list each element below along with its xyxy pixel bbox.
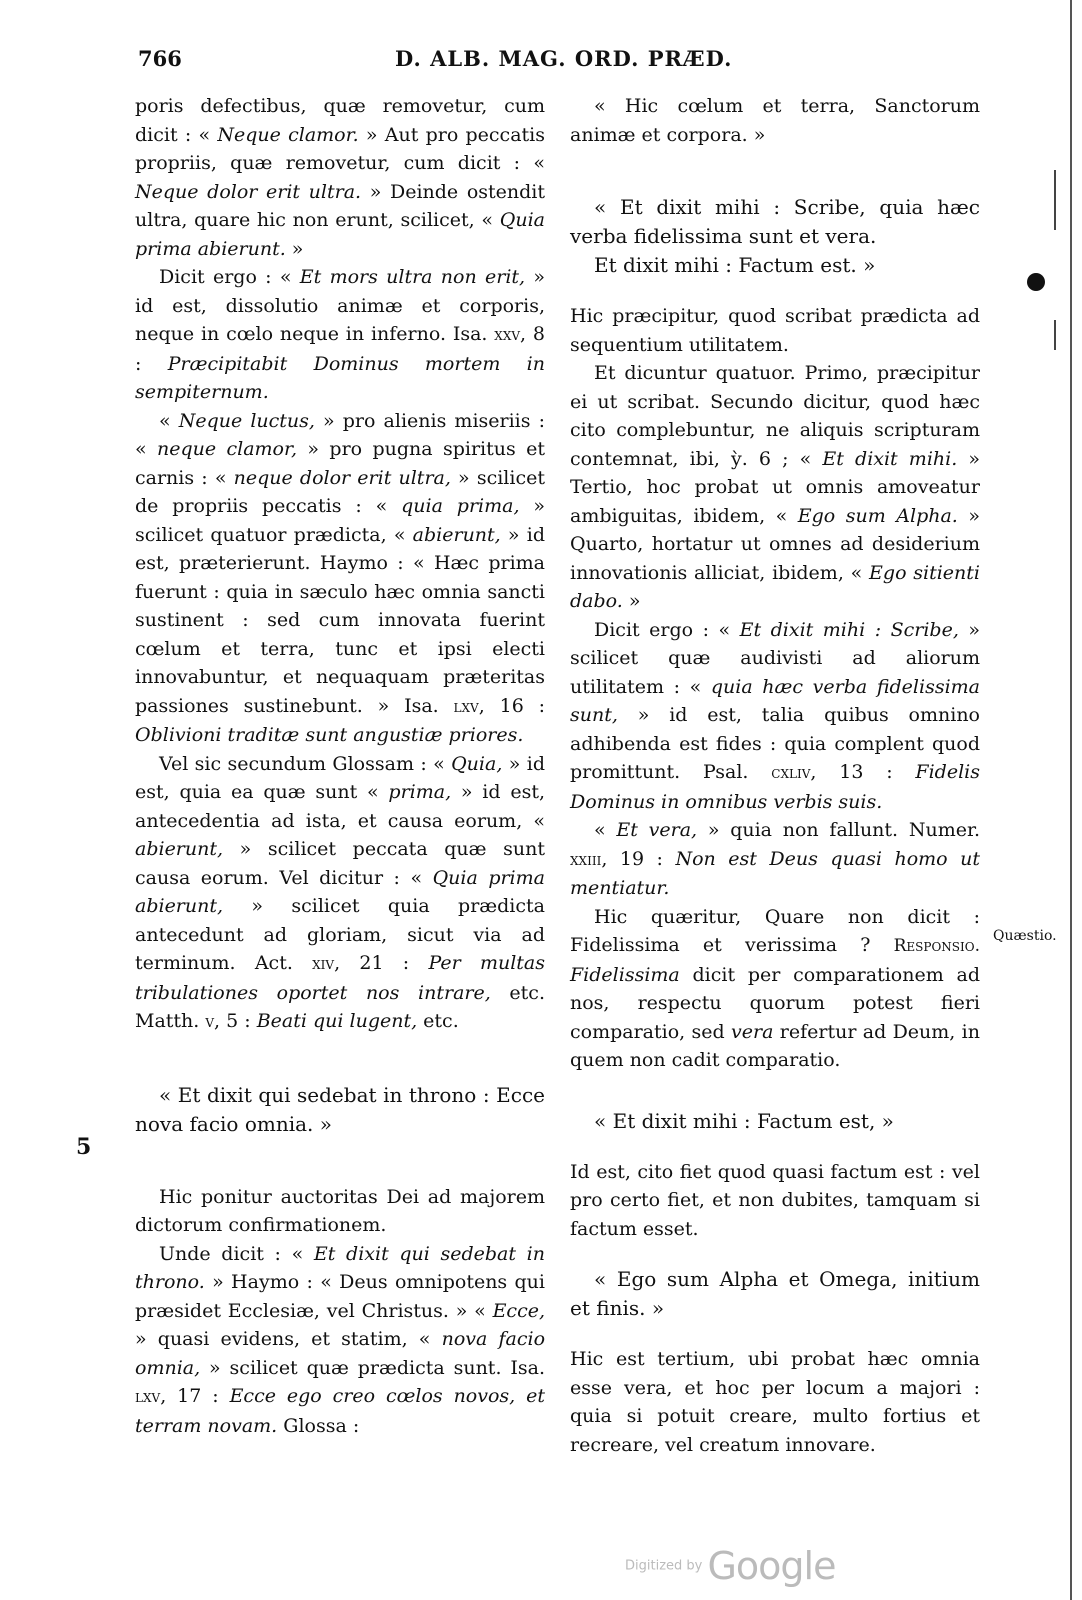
text-run: , 17 : [160,1385,230,1407]
text-run: « Hic cœlum et terra, Sanctorum animæ et corpora. » [570,95,980,146]
italic-run: neque clamor, [157,438,298,460]
page-number: 766 [138,46,182,71]
text-run: « [159,409,179,432]
lemma: « Ego sum Alpha et Omega, initium et finis. » [570,1267,980,1320]
text-run: » scilicet de propriis peccatis : « [135,466,545,517]
lemma: « Et dixit qui sedebat in throno : Ecce nova facio omnia. » [135,1082,545,1136]
text-run: Dicit ergo : « [594,618,740,641]
italic-run: Per multas tribulationes oportet nos intrare, [135,952,546,1004]
text-run: » id est, antecedentia ad ista, et causa eorum, « [135,781,545,832]
text-run: xxv [494,325,521,345]
italic-run: Ecce ego creo cœlos novos, et terram novam. [135,1385,545,1437]
text-run: Glossa : [277,1414,360,1437]
paragraph [570,92,980,149]
paragraph [135,407,545,750]
paragraph [570,616,980,817]
text-run: refertur ad Deum, in quem non cadit comparatio. [570,1020,980,1071]
ink-dot [1027,273,1045,291]
text-run: etc. Matth. [135,981,545,1032]
paragraph [570,359,980,616]
paragraph [570,816,980,903]
digitized-by-text: Digitized by [625,1558,703,1574]
text-run: , 21 : [334,952,429,974]
text-run: » id est, præterierunt. Haymo : « Hæc prima fuerunt : quia in sæculo hæc omnia sancti sustinent : sed cum innovata fuerint cœlum et terra, tunc et ipsi electi innovabuntur, et nequaquam præteritas passiones sustinebunt. » Isa. [135,523,545,717]
text-run: cxliv [771,763,811,783]
spacer [570,1136,980,1158]
text-run: Responsio. [893,936,980,956]
italic-run: Oblivioni traditæ sunt angustiæ priores. [135,724,524,746]
text-run: » scilicet quia prædicta antecedunt ad gloriam, sicut via ad terminum. Act. [135,895,545,974]
text-run: Et dicuntur quatuor. Primo, præcipitur ei ut scribat. Secundo dicitur, quod hæc cito complebuntur, ne aliquis scripturam contemnat, ibi, ỳ. 6 ; « [570,362,980,470]
text-run: lxv [453,696,479,717]
spacer [570,1323,980,1345]
lemma: « Et dixit mihi : Scribe, quia hæc verba fidelissima sunt et vera. [570,195,980,248]
text-run: » quasi evidens, et statim, « [135,1328,442,1350]
margin-verse-number: 5 [76,1134,92,1160]
paragraph [135,92,545,263]
text-run: Hic præcipitur, quod scribat prædicta ad sequentium utilitatem. [570,305,980,356]
italic-run: Quia, [451,752,503,775]
google-logo: Google [707,1544,836,1588]
spacer [570,280,980,302]
italic-run: Fidelissima [570,963,680,986]
text-run: » id est, talia quibus omnino adhibenda est fides : quia complent quod promittunt. Psal. [570,704,980,783]
text-run: » scilicet peccata quæ sunt causa eorum. Vel dicitur : « [135,838,545,889]
text-run: v [205,1012,215,1032]
spacer [135,1037,545,1081]
text-run: Dicit ergo : « [159,266,300,288]
text-run: » Tertio, hoc probat ut omnis amoveatur ambiguitas, ibidem, « [570,447,981,527]
paragraph [570,1345,980,1459]
text-run: Hic ponitur auctoritas Dei ad majorem dictorum confirmationem. [135,1185,545,1236]
spacer [570,1243,980,1265]
italic-run: Fidelis Dominus in omnibus verbis suis. [570,761,980,813]
text-run: Hic est tertium, ubi probat hæc omnia esse vera, et hoc per locum a majori : quia si potuit creare, multo fortius et recreare, vel creatum innovare. [570,1348,980,1456]
italic-run: Et vera, [616,819,698,841]
italic-run: quia hæc verba fidelissima sunt, [570,675,980,726]
page-edge-line [1070,0,1072,1600]
italic-run: Non est Deus quasi homo ut mentiatur. [570,847,980,899]
left-column [135,92,545,1440]
text-run: dicit per comparationem ad nos, respectu quorum potest fieri comparatio, sed [570,963,980,1043]
text-run: » id est, quia ea quæ sunt « [135,752,545,803]
paragraph [570,1158,980,1244]
italic-run: Ego sum Alpha. [797,504,958,527]
lemma: « Et dixit mihi : Factum est, » [594,1108,894,1133]
text-run: , 16 : [478,694,546,717]
text-run: » quia non fallunt. Numer. [697,819,980,841]
italic-run: Beati qui lugent, [256,1010,418,1032]
spacer [570,149,980,193]
italic-run: nova facio omnia, [135,1328,546,1379]
text-run: » Quarto, hortatur ut omnes ad desiderium innovationis alliciat, ibidem, « [570,504,980,584]
italic-run: Quia prima abierunt, [135,866,545,917]
italic-run: Neque dolor erit ultra. [135,180,362,203]
text-run: Unde dicit : « [159,1242,314,1265]
text-run: » Aut pro peccatis propriis, quæ removetur, cum dicit : « [135,123,545,174]
text-run: , 5 : [214,1010,257,1032]
text-run: » Deinde ostendit ultra, quare hic non erunt, scilicet, « [135,180,545,231]
text-run: etc. [417,1010,459,1032]
paragraph [135,263,545,407]
text-run: » scilicet quæ audivisti ad aliorum utilitatem : « [570,618,980,698]
text-run: » [285,237,304,260]
italic-run: abierunt, [412,523,501,546]
text-run: xiv [312,954,335,974]
text-run: » [622,590,641,612]
text-run: Id est, cito fiet quod quasi factum est : vel pro certo fiet, et non dubites, tamquam si factum esset. [570,1160,980,1240]
text-run: » pro pugna spiritus et carnis : « [135,438,545,489]
right-column [570,92,980,1459]
italic-run: vera [731,1020,774,1043]
text-run: , 19 : [601,847,676,870]
edge-mark [1054,320,1056,350]
italic-run: Et dixit mihi. [822,447,958,470]
text-run: Vel sic secundum Glossam : « [159,752,452,775]
text-run: » Haymo : « Deus omnipotens qui præsidet Ecclesiæ, vel Christus. » « [135,1271,545,1322]
text-run: xxiii [570,849,602,870]
margin-note: Quæstio. [993,928,1057,944]
text-run: Hic quæritur, Quare non dicit : Fidelissima et verissima ? [570,905,980,956]
paragraph [570,302,980,359]
text-run: » pro alienis miseriis : « [135,409,545,460]
spacer [135,1139,545,1183]
text-run: poris defectibus, quæ removetur, cum dicit : « [135,95,545,146]
italic-run: Et mors ultra non erit, [299,266,526,288]
text-run: » scilicet quatuor prædicta, « [135,495,545,546]
text-run: , 8 : [135,323,545,375]
text-run: , 13 : [810,761,916,783]
italic-run: Ecce, [492,1299,545,1322]
italic-run: Et dixit mihi : Scribe, [739,618,959,641]
italic-run: abierunt, [135,838,224,860]
italic-run: Neque clamor. [217,123,359,146]
italic-run: neque dolor erit ultra, [233,466,451,489]
text-run: » scilicet quæ prædicta sunt. Isa. [200,1356,545,1379]
italic-run: Ego sitienti dabo. [570,561,981,612]
italic-run: Neque luctus, [178,409,315,432]
paragraph [135,1240,545,1441]
italic-run: Præcipitabit Dominus mortem in sempiternum. [135,352,545,403]
italic-run: Quia prima abierunt. [135,209,545,260]
text-run: » id est, dissolutio animæ et corporis, neque in cœlo neque in inferno. Isa. [135,266,545,345]
paragraph [135,1183,545,1240]
spacer [570,1075,980,1107]
edge-mark [1054,170,1056,230]
paragraph [570,903,980,1075]
italic-run: prima, [388,781,452,803]
digitized-by-google [625,1544,835,1588]
italic-run: Et dixit qui sedebat in throno. [135,1242,545,1293]
lemma: Et dixit mihi : Factum est. » [594,253,876,277]
text-run: « [594,819,617,841]
italic-run: quia prima, [401,495,520,517]
paragraph [135,750,545,1037]
running-head: D. ALB. MAG. ORD. PRÆD. [395,46,733,71]
text-run: lxv [135,1387,161,1407]
